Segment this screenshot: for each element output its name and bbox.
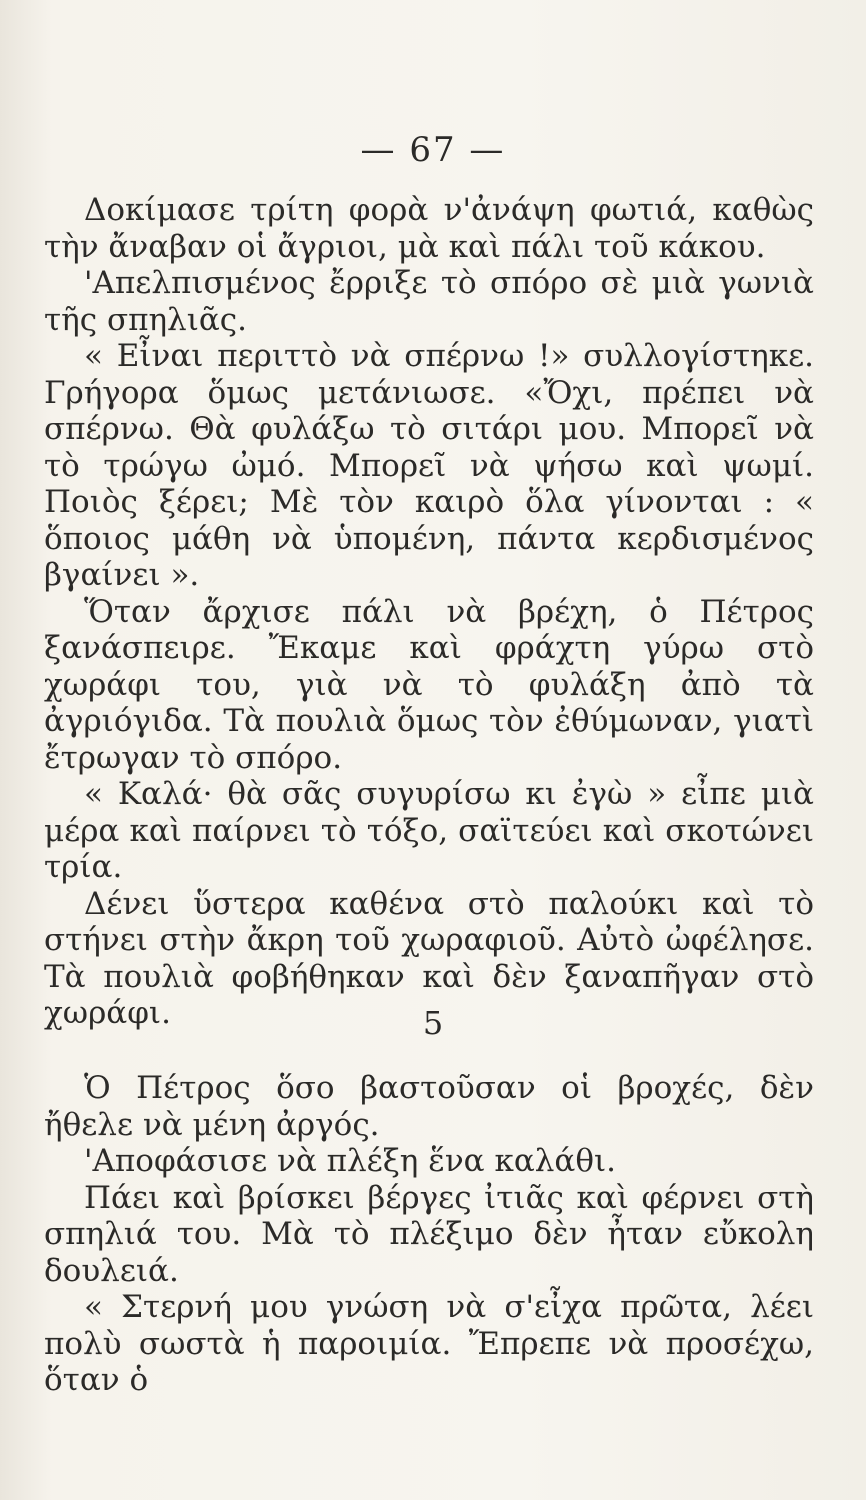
paragraph: Δένει ὕστερα καθένα στὸ παλούκι καὶ τὸ στήνει στὴν ἄκρη τοῦ χωραφιοῦ. Αὐτὸ ὠφέλησε. Τὰ πουλιὰ φοβήθηκαν καὶ δὲν ξαναπῆγαν στὸ χωράφι.	[44, 885, 814, 1031]
paragraph: 'Απελπισμένος ἔρριξε τὸ σπόρο σὲ μιὰ γωνιὰ τῆς σπηλιᾶς.	[44, 265, 814, 338]
paragraph: « Εἶναι περιττὸ νὰ σπέρνω !» συλλογίστηκε. Γρήγορα ὅμως μετάνιωσε. «Ὄχι, πρέπει νὰ σπέρνω. Θὰ φυλάξω τὸ σιτάρι μου. Μπορεῖ νὰ τὸ τρώγω ὠμό. Μπορεῖ νὰ ψήσω καὶ ψωμί. Ποιὸς ξέρει; Μὲ τὸν καιρὸ ὅλα γίνονται : « ὅποιος μάθη νὰ ὑπομένη, πάντα κερδισμένος βγαίνει ».	[44, 338, 814, 593]
page-number: — 67 —	[360, 130, 506, 170]
paragraph: Δοκίμασε τρίτη φορὰ ν'ἀνάψη φωτιά, καθὼς τὴν ἄναβαν οἱ ἄγριοι, μὰ καὶ πάλι τοῦ κάκου.	[44, 192, 814, 265]
paragraph: Ὅταν ἄρχισε πάλι νὰ βρέχη, ὁ Πέτρος ξανάσπειρε. Ἔκαμε καὶ φράχτη γύρω στὸ χωράφι του, γιὰ νὰ τὸ φυλάξη ἀπὸ τὰ ἀγριόγιδα. Τὰ πουλιὰ ὅμως τὸν ἐθύμωναν, γιατὶ ἔτρωγαν τὸ σπόρο.	[44, 593, 814, 776]
paragraph: « Στερνή μου γνώση νὰ σ'εἶχα πρῶτα, λέει πολὺ σωστὰ ἡ παροιμία. Ἔπρεπε νὰ προσέχω, ὅταν ὁ	[44, 1289, 814, 1398]
text-block-upper	[44, 192, 814, 1032]
paragraph: 'Αποφάσισε νὰ πλέξη ἕνα καλάθι.	[84, 1143, 617, 1179]
text-block-lower	[44, 1070, 814, 1399]
paragraph: Ὁ Πέτρος ὅσο βαστοῦσαν οἱ βροχές, δὲν ἤθελε νὰ μένη ἀργός.	[44, 1070, 814, 1143]
section-number: 5	[422, 1004, 444, 1042]
paragraph: Πάει καὶ βρίσκει βέργες ἰτιᾶς καὶ φέρνει στὴ σπηλιά του. Μὰ τὸ πλέξιμο δὲν ἦταν εὔκολη δουλειά.	[44, 1179, 814, 1289]
paragraph: « Καλά· θὰ σᾶς συγυρίσω κι ἐγὼ » εἶπε μιὰ μέρα καὶ παίρνει τὸ τόξο, σαϊτεύει καὶ σκοτώνει τρία.	[44, 776, 814, 885]
